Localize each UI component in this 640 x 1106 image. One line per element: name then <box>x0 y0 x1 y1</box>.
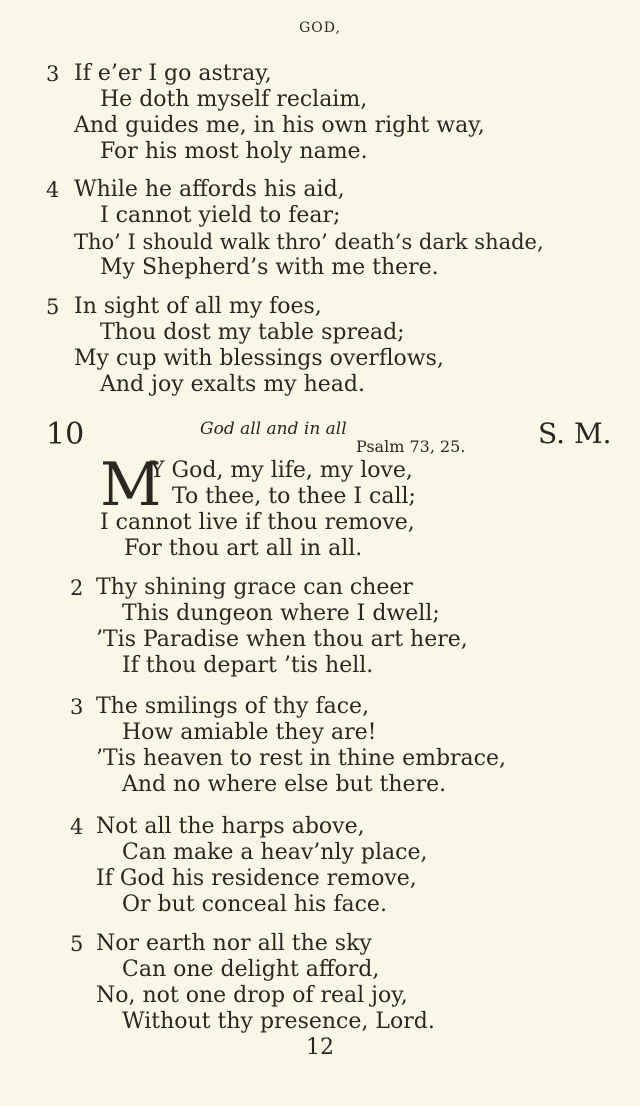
verse-line: If God his residence remove, <box>96 866 417 891</box>
verse-line: Thy shining grace can cheer <box>96 575 413 600</box>
verse-line: My cup with blessings overflows, <box>74 346 444 371</box>
drop-cap: M <box>100 450 162 520</box>
scripture-reference: Psalm 73, 25. <box>356 437 466 456</box>
verse-line: While he affords his aid, <box>74 177 345 202</box>
verse-line: ’Tis heaven to rest in thine embrace, <box>96 746 506 771</box>
verse-number: 5 <box>46 295 60 319</box>
page-number: 12 <box>306 1035 334 1060</box>
verse-line: I cannot yield to fear; <box>100 203 341 228</box>
verse-line: How amiable they are! <box>122 720 377 745</box>
verse-line: Thou dost my table spread; <box>100 320 405 345</box>
verse-line: I cannot live if thou remove, <box>100 510 415 535</box>
verse-line: My Shepherd’s with me there. <box>100 255 439 280</box>
verse-line: And guides me, in his own right way, <box>74 113 485 138</box>
verse-line: ’Tis Paradise when thou art here, <box>96 627 468 652</box>
running-header: GOD, <box>299 20 341 36</box>
verse-line: For thou art all in all. <box>124 536 363 561</box>
verse-line: No, not one drop of real joy, <box>96 983 408 1008</box>
verse-line: This dungeon where I dwell; <box>122 601 440 626</box>
verse-line: And no where else but there. <box>122 772 447 797</box>
hymn-title: God all and in all <box>200 419 347 439</box>
verse-number: 3 <box>46 62 60 86</box>
verse-number: 5 <box>70 932 84 956</box>
verse-line: He doth myself reclaim, <box>100 87 368 112</box>
verse-line: Can make a heav’nly place, <box>122 840 428 865</box>
verse-line: Can one delight afford, <box>122 957 380 982</box>
verse-number: 4 <box>70 815 84 839</box>
verse-line: The smilings of thy face, <box>96 694 370 719</box>
verse-line: And joy exalts my head. <box>100 372 365 397</box>
verse-line: Tho’ I should walk thro’ death’s dark shade, <box>74 230 544 254</box>
verse-line: If e’er I go astray, <box>74 61 272 86</box>
verse-line: If thou depart ’tis hell. <box>122 653 374 678</box>
verse-line: In sight of all my foes, <box>74 294 322 319</box>
verse-line: For his most holy name. <box>100 139 368 164</box>
verse-line: Y God, my life, my love, <box>150 458 413 483</box>
verse-number: 2 <box>70 576 84 600</box>
verse-number: 4 <box>46 178 60 202</box>
verse-line: To thee, to thee I call; <box>172 484 416 509</box>
hymn-meter: S. M. <box>538 417 612 450</box>
verse-line: Nor earth nor all the sky <box>96 931 372 956</box>
verse-line: Not all the harps above, <box>96 814 365 839</box>
verse-line: Or but conceal his face. <box>122 892 387 917</box>
verse-number: 3 <box>70 695 84 719</box>
hymn-number: 10 <box>46 417 85 452</box>
verse-line: Without thy presence, Lord. <box>122 1009 435 1034</box>
